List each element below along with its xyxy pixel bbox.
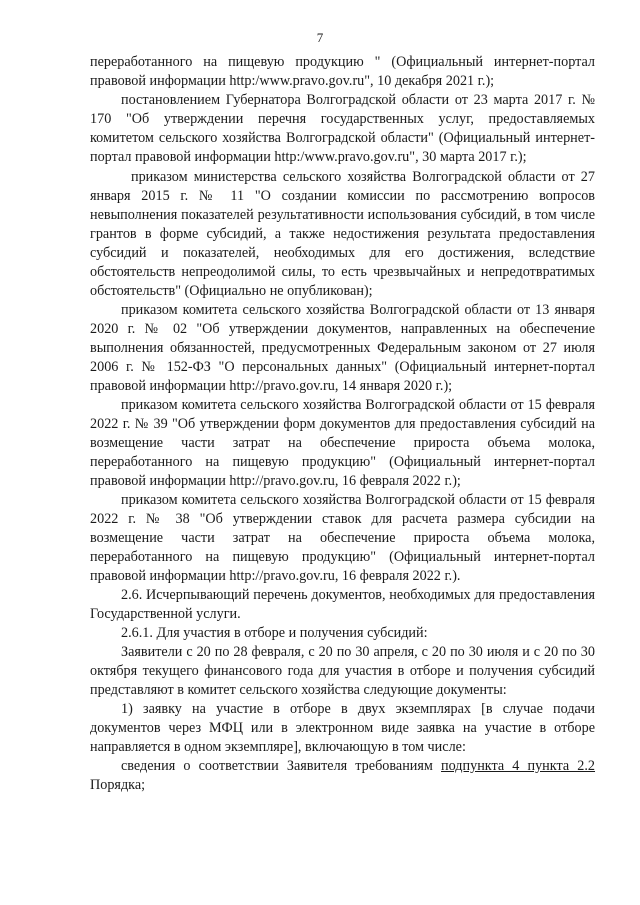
paragraph-applicants: Заявители с 20 по 28 февраля, с 20 по 30 апреля, с 20 по 30 июля и с 20 по 30 октября текущего финансового года для участия в отборе и получения субсидий представляют в комитет сельского хозяйства следующие документы:	[90, 644, 595, 698]
paragraph-section-2-6-1: 2.6.1. Для участия в отборе и получения субсидий:	[121, 625, 428, 641]
paragraph-committee-order-39: приказом комитета сельского хозяйства Волгоградской области от 15 февраля 2022 г. № 39 "Об утверждении форм документов для предоставления субсидий на возмещение части затрат на обеспечение прироста объема молока, переработанного на пищевую продукцию" (Официальный интернет-портал правовой информации http://pravo.gov.ru, 16 февраля 2022 г.);	[90, 397, 595, 489]
page-number: 7	[316, 30, 324, 45]
compliance-text-after: Порядка;	[90, 777, 146, 793]
paragraph-governor-decree: постановлением Губернатора Волгоградской области от 23 марта 2017 г. № 170 "Об утверждении перечня государственных услуг, предоставляемых комитетом сельского хозяйства Волгоградской области" (Официальный интернет-портал правовой информации http:/www.pravo.gov.ru", 30 марта 2017 г.);	[90, 92, 595, 165]
paragraph-ministry-order: приказом министерства сельского хозяйства Волгоградской области от 27 января 2015 г. № 11 "О создании комиссии по рассмотрению вопросов невыполнения показателей результативности использования субсидий, в том числе грантов в форме субсидий, а также недостижения результата предоставления субсидий и показателей, необходимых для его достижения, вследствие обстоятельств непреодолимой силы, то есть чрезвычайных и непредотвратимых обстоятельств" (Официально не опубликован);	[90, 169, 595, 299]
paragraph-compliance-info	[90, 757, 595, 795]
paragraph-continuation: переработанного на пищевую продукцию " (Официальный интернет-портал правовой информации http:/www.pravo.gov.ru", 10 декабря 2021 г.);	[90, 54, 595, 89]
document-body	[90, 53, 595, 795]
compliance-text-before: сведения о соответствии Заявителя требованиям	[121, 758, 442, 774]
clause-reference-link[interactable]: подпункта 4 пункта 2.2	[441, 758, 596, 774]
paragraph-section-2-6: 2.6. Исчерпывающий перечень документов, необходимых для предоставления Государственной услуги.	[90, 587, 595, 622]
paragraph-item-1: 1) заявку на участие в отборе в двух экземплярах [в случае подачи документов через МФЦ или в электронном виде заявка на участие в отборе направляется в одном экземпляре], включающую в том числе:	[90, 701, 595, 755]
paragraph-committee-order-38: приказом комитета сельского хозяйства Волгоградской области от 15 февраля 2022 г. № 38 "Об утверждении ставок для расчета размера субсидии на возмещение части затрат на обеспечение прироста объема молока, переработанного на пищевую продукцию" (Официальный интернет-портал правовой информации http://pravo.gov.ru, 16 февраля 2022 г.).	[90, 492, 595, 584]
paragraph-committee-order-02: приказом комитета сельского хозяйства Волгоградской области от 13 января 2020 г. № 02 "Об утверждении документов, направленных на обеспечение выполнения обязанностей, предусмотренных Федеральным законом от 27 июля 2006 г. № 152-ФЗ "О персональных данных" (Официальный интернет-портал правовой информации http://pravo.gov.ru, 14 января 2020 г.);	[90, 302, 595, 394]
